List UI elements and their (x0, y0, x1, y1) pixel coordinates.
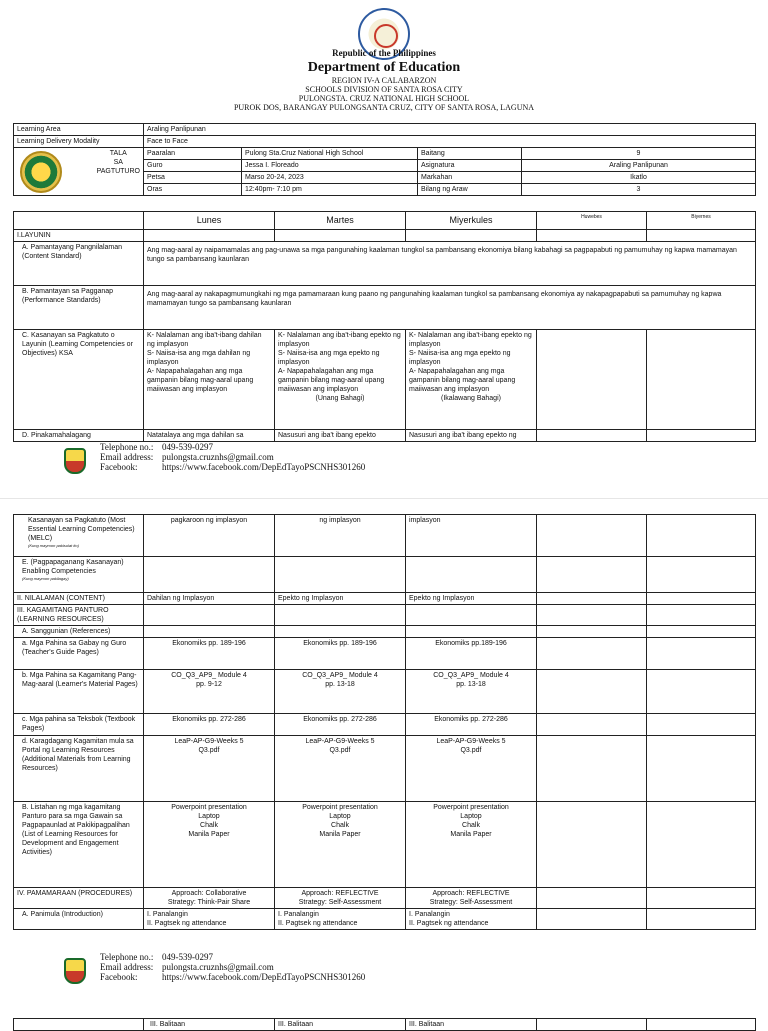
learners-material-miyerkules-cell (406, 670, 537, 714)
melc-label-top: D. Pinakamahalagang (14, 430, 144, 442)
additional-materials-lunes: LeaP-AP-G9-Weeks 5 (174, 738, 244, 745)
tel-value: 049-539-0297 (162, 442, 213, 452)
material-item: Powerpoint presentation (171, 804, 247, 811)
tel-label: Telephone no.: (100, 952, 154, 962)
day-lunes: Lunes (144, 212, 275, 230)
learning-area-label: Learning Area (14, 124, 144, 136)
resources-list-label: B. Listahan ng mga kagamitang Panturo para sa mga Gawain sa Pagpapaunlad at Pakikipagpalihan (List of Learning Resources for Development and Engagement Activities) (14, 802, 144, 888)
attendance: II. Pagtsek ng attendance (409, 920, 489, 927)
resources-list-miyerkules (406, 802, 537, 888)
material-item: Manila Paper (188, 831, 230, 838)
nilalaman-heading: II. NILALAMAN (CONTENT) (14, 593, 144, 605)
textbook-martes: Ekonomiks pp. 272-286 (275, 714, 406, 736)
material-item: Manila Paper (450, 831, 492, 838)
panimula-lunes-cell (144, 909, 275, 930)
email-label: Email address: (100, 962, 154, 972)
school-logo-icon (64, 448, 86, 474)
page-separator (0, 498, 768, 499)
address-label: PUROK DOS, BARANGAY PULONGSANTA CRUZ, CITY OF SANTA ROSA, LAGUNA (233, 103, 535, 112)
learners-material-martes-cell (275, 670, 406, 714)
panalangin: I. Panalangin (409, 911, 450, 918)
facebook-label: Facebook: (100, 972, 138, 982)
additional-materials-miyerkules: LeaP-AP-G9-Weeks 5 (436, 738, 506, 745)
additional-materials-lunes-file: Q3.pdf (198, 747, 220, 754)
strategy-miyerkules: Strategy: Self-Assessment (429, 899, 513, 906)
tel-label: Telephone no.: (100, 442, 154, 452)
melc-label: Kasanayan sa Pagkatuto (Most Essential Learning Competencies) (MELC) (28, 517, 135, 542)
attendance: II. Pagtsek ng attendance (278, 920, 358, 927)
melc-lunes-top: Natatalaya ang mga dahilan sa (144, 430, 275, 442)
panimula-label: A. Panimula (Introduction) (14, 909, 144, 930)
melc-martes: ng implasyon (275, 515, 406, 557)
performance-standard-text: Ang mag-aaral ay nakapagmumungkahi ng mga pamamaraan kung paano ng pangunahing kaalaman tungkol sa pambansang ekonomiya ay nakapagpapabuti sa pamumuhay ng kapwa mamamayan tungo sa pambansang kaunlaran (144, 286, 756, 330)
additional-materials-miyerkules-cell (406, 736, 537, 802)
additional-materials-martes: LeaP-AP-G9-Weeks 5 (305, 738, 375, 745)
competencies-martes-note: (Unang Bahagi) (315, 395, 365, 402)
day-biyernes: Biyernes (647, 212, 756, 230)
approach-martes-cell (275, 888, 406, 909)
learners-material-lunes: CO_Q3_AP9_ Module 4 (171, 672, 247, 679)
department-title: Department of Education (307, 60, 461, 75)
material-item: Chalk (200, 822, 218, 829)
petsa-value: Marso 20-24, 2023 (242, 172, 418, 184)
layunin-heading: I.LAYUNIN (14, 230, 144, 242)
teachers-guide-label: a. Mga Pahina sa Gabay ng Guro (Teacher's Guide Pages) (14, 638, 144, 670)
email-value: pulongsta.cruznhs@gmail.com (162, 962, 274, 972)
additional-materials-label: d. Karagdagang Kagamitan mula sa Portal ng Learning Resources (Additional Materials from Learning Resources) (14, 736, 144, 802)
attendance: II. Pagtsek ng attendance (147, 920, 227, 927)
material-item: Chalk (331, 822, 349, 829)
enabling-label: E. (Pagpapaganang Kasanayan) Enabling Competencies (22, 559, 124, 575)
competencies-miyerkules-cell (406, 330, 537, 430)
material-item: Laptop (460, 813, 482, 820)
content-standard-text: Ang mag-aaral ay naipamamalas ang pag-unawa sa mga pangunahing kaalaman tungkol sa pambansang ekonomiya bilang kabahagi sa pagpapabuti ng pamumuhay ng kapwa mamamayan tungo sa pambansang kaunlaran (144, 242, 756, 286)
learning-area-value: Araling Panlipunan (144, 124, 756, 136)
markahan-label: Markahan (418, 172, 522, 184)
tel-value: 049-539-0297 (162, 952, 213, 962)
asignatura-label: Asignatura (418, 160, 522, 172)
petsa-label: Petsa (144, 172, 242, 184)
lesson-table-page3 (13, 1018, 756, 1031)
melc-martes-top: Nasusuri ang iba't ibang epekto (275, 430, 406, 442)
paaralan-label: Paaralan (144, 148, 242, 160)
teachers-guide-martes: Ekonomiks pp. 189-196 (275, 638, 406, 670)
melc-cell (14, 515, 144, 557)
learners-material-martes-pages: pp. 13-18 (325, 681, 355, 688)
learners-material-lunes-cell (144, 670, 275, 714)
textbook-label: c. Mga pahina sa Teksbok (Textbook Pages) (14, 714, 144, 736)
tala-label-1: TALA (109, 150, 127, 157)
enabling-note: (Kung mayroon pakilagay) (22, 576, 69, 581)
oras-label: Oras (144, 184, 242, 196)
facebook-value: https://www.facebook.com/DepEdTayoPSCNHS301260 (162, 462, 366, 472)
panimula-martes-cell (275, 909, 406, 930)
region-label: REGION IV-A CALABARZON (331, 76, 437, 85)
learners-material-label: b. Mga Pahina sa Kagamitang Pang-Mag-aaral (Learner's Material Pages) (14, 670, 144, 714)
republic-label: Republic of the Philippines (332, 48, 436, 58)
balitaan-martes: III. Balitaan (275, 1019, 406, 1031)
tala-cell (14, 148, 144, 196)
content-standard-label: A. Pamantayang Pangnilalaman (Content Standard) (14, 242, 144, 286)
panalangin: I. Panalangin (147, 911, 188, 918)
guro-label: Guro (144, 160, 242, 172)
resources-list-lunes (144, 802, 275, 888)
contact-block-2 (100, 952, 365, 982)
textbook-miyerkules: Ekonomiks pp. 272-286 (406, 714, 537, 736)
baitang-label: Baitang (418, 148, 522, 160)
guro-value: Jessa I. Floreado (242, 160, 418, 172)
approach-lunes-cell (144, 888, 275, 909)
panalangin: I. Panalangin (278, 911, 319, 918)
oras-value: 12:40pm- 7:10 pm (242, 184, 418, 196)
additional-materials-martes-cell (275, 736, 406, 802)
tala-label-2: SA (113, 159, 123, 166)
melc-note: (Kung mayroon pakisulat ito) (28, 543, 79, 548)
material-item: Laptop (329, 813, 351, 820)
email-value: pulongsta.cruznhs@gmail.com (162, 452, 274, 462)
pamamaraan-heading: IV. PAMAMARAAN (PROCEDURES) (14, 888, 144, 909)
facebook-label: Facebook: (100, 462, 138, 472)
teachers-guide-lunes: Ekonomiks pp. 189-196 (144, 638, 275, 670)
additional-materials-miyerkules-file: Q3.pdf (460, 747, 482, 754)
lesson-table-page1 (13, 211, 756, 442)
day-huwebes: Huwebes (537, 212, 647, 230)
teachers-guide-miyerkules: Ekonomiks pp.189-196 (406, 638, 537, 670)
competencies-martes: K- Nalalaman ang iba't-ibang epekto ng implasyon S- Naiisa-isa ang mga epekto ng implasyon A- Napapahalagahan ang mga gampanin bilang mag-aaral upang maiiwasan ang implasyon (278, 332, 401, 393)
day-martes: Martes (275, 212, 406, 230)
melc-miyerkules: implasyon (406, 515, 537, 557)
competencies-label: C. Kasanayan sa Pagkatuto o Layunin (Learning Competencies or Objectives) KSA (14, 330, 144, 430)
melc-miyerkules-top: Nasusuri ang iba't ibang epekto ng (406, 430, 537, 442)
kagamitan-heading: III. KAGAMITANG PANTURO (LEARNING RESOURCES) (14, 605, 144, 626)
division-label: SCHOOLS DIVISION OF SANTA ROSA CITY (305, 85, 463, 94)
balitaan-lunes: III. Balitaan (144, 1019, 275, 1031)
modality-label: Learning Delivery Modality (14, 136, 144, 148)
asignatura-value: Araling Panlipunan (522, 160, 756, 172)
email-label: Email address: (100, 452, 154, 462)
balitaan-miyerkules: III. Balitaan (406, 1019, 537, 1031)
tala-label-3: PAGTUTURO (96, 168, 140, 175)
material-item: Powerpoint presentation (302, 804, 378, 811)
school-seal-icon (20, 151, 62, 193)
school-label: PULONGSTA. CRUZ NATIONAL HIGH SCHOOL (298, 94, 470, 103)
bilang-value: 3 (522, 184, 756, 196)
facebook-value: https://www.facebook.com/DepEdTayoPSCNHS301260 (162, 972, 366, 982)
material-item: Powerpoint presentation (433, 804, 509, 811)
competencies-miyerkules: K- Nalalaman ang iba't-ibang epekto ng implasyon S- Naiisa-isa ang mga epekto ng implasyon A- Napapahalagahan ang mga gampanin bilang mag-aaral upang maiiwasan ang implasyon (409, 332, 532, 393)
markahan-value: Ikatlo (522, 172, 756, 184)
day-miyerkules: Miyerkules (406, 212, 537, 230)
school-logo-icon (64, 958, 86, 984)
competencies-lunes: K- Nalalaman ang iba't-ibang dahilan ng implasyon S- Naiisa-isa ang mga dahilan ng implasyon A- Napapahalagahan ang mga gampanin bilang mag-aaral upang maiiwasan ang implasyon (144, 330, 275, 430)
material-item: Chalk (462, 822, 480, 829)
performance-standard-label: B. Pamantayan sa Pagganap (Performance Standards) (14, 286, 144, 330)
melc-lunes: pagkaroon ng implasyon (144, 515, 275, 557)
additional-materials-lunes-cell (144, 736, 275, 802)
sanggunian-label: A. Sanggunian (References) (14, 626, 144, 638)
nilalaman-martes: Epekto ng Implasyon (275, 593, 406, 605)
strategy-martes: Strategy: Self-Assessment (298, 899, 382, 906)
learners-material-martes: CO_Q3_AP9_ Module 4 (302, 672, 378, 679)
contact-block-1 (100, 442, 365, 472)
learners-material-miyerkules: CO_Q3_AP9_ Module 4 (433, 672, 509, 679)
baitang-value: 9 (522, 148, 756, 160)
material-item: Manila Paper (319, 831, 361, 838)
strategy-lunes: Strategy: Think-Pair Share (167, 899, 251, 906)
lesson-table-page2 (13, 514, 756, 930)
info-table (13, 123, 756, 196)
learners-material-miyerkules-pages: pp. 13-18 (456, 681, 486, 688)
competencies-miyerkules-note: (Ikalawang Bahagi) (441, 395, 501, 402)
approach-miyerkules: Approach: REFLECTIVE (432, 890, 510, 897)
enabling-cell (14, 557, 144, 593)
panimula-miyerkules-cell (406, 909, 537, 930)
modality-value: Face to Face (144, 136, 756, 148)
paaralan-value: Pulong Sta.Cruz National High School (242, 148, 418, 160)
resources-list-martes (275, 802, 406, 888)
approach-lunes: Approach: Collaborative (171, 890, 247, 897)
approach-miyerkules-cell (406, 888, 537, 909)
nilalaman-lunes: Dahilan ng Implasyon (144, 593, 275, 605)
nilalaman-miyerkules: Epekto ng Implasyon (406, 593, 537, 605)
learners-material-lunes-pages: pp. 9-12 (196, 681, 222, 688)
competencies-martes-cell (275, 330, 406, 430)
approach-martes: Approach: REFLECTIVE (301, 890, 379, 897)
bilang-label: Bilang ng Araw (418, 184, 522, 196)
textbook-lunes: Ekonomiks pp. 272-286 (144, 714, 275, 736)
additional-materials-martes-file: Q3.pdf (329, 747, 351, 754)
material-item: Laptop (198, 813, 220, 820)
